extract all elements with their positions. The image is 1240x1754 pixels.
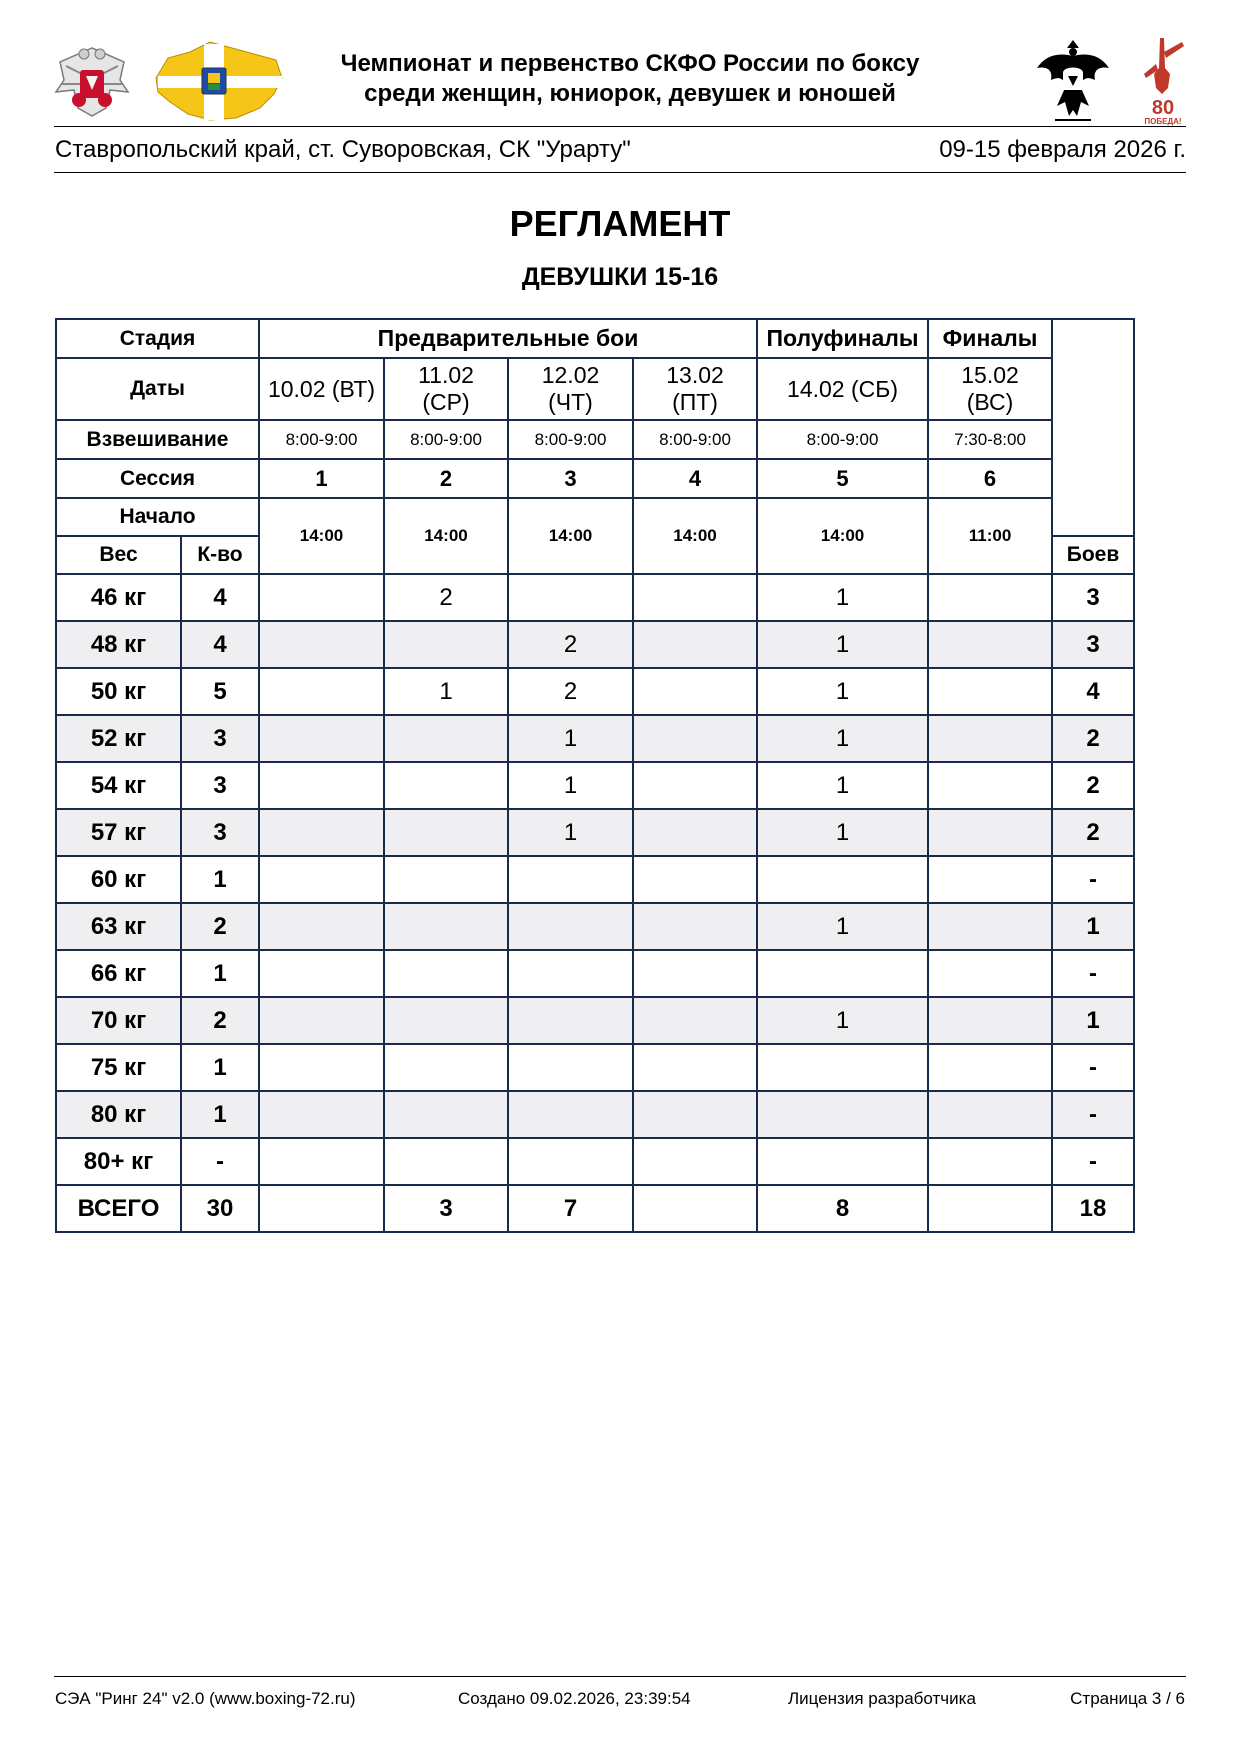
weight-class: 48 кг [56,621,181,668]
header-divider-bottom [54,172,1186,173]
event-dates: 09-15 февраля 2026 г. [939,136,1186,163]
session-4-bouts [633,1044,757,1091]
total-session-3: 7 [508,1185,633,1232]
session-4-bouts [633,762,757,809]
stavropol-krai-map-logo [150,38,286,124]
weight-class: 75 кг [56,1044,181,1091]
row-total-bouts: - [1052,856,1134,903]
total-label: ВСЕГО [56,1185,181,1232]
table-row [56,574,1134,621]
session-6-bouts [928,809,1052,856]
session-4-bouts [633,809,757,856]
stage-row [56,319,1134,358]
session-2-bouts [384,1044,508,1091]
date-day-1: 10.02 (ВТ) [259,358,384,420]
dates-row [56,358,1134,420]
weight-class: 66 кг [56,950,181,997]
date-day-4: 13.02 (ПТ) [633,358,757,420]
session-6-bouts [928,574,1052,621]
session-3-bouts: 1 [508,715,633,762]
victory-badge-number: 80 [1151,97,1175,119]
session-4-bouts [633,856,757,903]
stage-semifinals: Полуфиналы [757,319,928,358]
session-6-bouts [928,1091,1052,1138]
session-4-bouts [633,621,757,668]
total-bouts: 18 [1052,1185,1134,1232]
weight-class: 50 кг [56,668,181,715]
footer-license: Лицензия разработчика [788,1689,976,1708]
table-row [56,997,1134,1044]
session-6-bouts [928,1044,1052,1091]
participant-count: 2 [181,903,259,950]
session-6-bouts [928,668,1052,715]
total-session-4 [633,1185,757,1232]
participant-count: 3 [181,809,259,856]
row-total-bouts: 1 [1052,997,1134,1044]
weighing-day-1: 8:00-9:00 [259,420,384,459]
total-session-1 [259,1185,384,1232]
session-5-bouts [757,1138,928,1185]
date-day-2: 11.02 (СР) [384,358,508,420]
session-1-bouts [259,1044,384,1091]
session-1-bouts [259,574,384,621]
row-total-bouts: - [1052,950,1134,997]
session-1-bouts [259,668,384,715]
session-5-bouts: 1 [757,809,928,856]
participant-count: 3 [181,762,259,809]
session-day-5: 5 [757,459,928,498]
table-row [56,809,1134,856]
footer-created: Создано 09.02.2026, 23:39:54 [458,1689,691,1708]
table-row [56,715,1134,762]
row-total-bouts: 2 [1052,715,1134,762]
session-2-bouts [384,1138,508,1185]
weighing-day-2: 8:00-9:00 [384,420,508,459]
session-day-2: 2 [384,459,508,498]
bouts-header-spacer [1052,319,1134,536]
championship-title-line-2: среди женщин, юниорок, девушек и юношей [364,80,896,107]
session-1-bouts [259,621,384,668]
date-day-5: 14.02 (СБ) [757,358,928,420]
session-2-bouts: 2 [384,574,508,621]
mvd-eagle-logo [1035,36,1111,126]
victory-80-logo [1138,34,1188,126]
session-5-bouts: 1 [757,715,928,762]
session-row [56,459,1134,498]
bouts-header: Боев [1052,536,1134,574]
table-row [56,1044,1134,1091]
total-row [56,1185,1134,1232]
table-row [56,762,1134,809]
session-3-bouts [508,1044,633,1091]
session-day-6: 6 [928,459,1052,498]
session-day-3: 3 [508,459,633,498]
weight-class: 80 кг [56,1091,181,1138]
session-3-bouts [508,903,633,950]
start-day-2: 14:00 [384,498,508,574]
session-5-bouts [757,950,928,997]
session-6-bouts [928,997,1052,1044]
session-5-bouts: 1 [757,574,928,621]
total-session-2: 3 [384,1185,508,1232]
total-session-5: 8 [757,1185,928,1232]
weighing-day-4: 8:00-9:00 [633,420,757,459]
session-2-bouts [384,1091,508,1138]
row-total-bouts: 2 [1052,809,1134,856]
session-3-bouts [508,1138,633,1185]
row-total-bouts: 3 [1052,621,1134,668]
row-total-bouts: - [1052,1044,1134,1091]
footer-page-number: Страница 3 / 6 [1070,1689,1185,1708]
total-session-6 [928,1185,1052,1232]
weight-class: 70 кг [56,997,181,1044]
weight-rows [56,574,1134,1185]
session-6-bouts [928,856,1052,903]
start-day-3: 14:00 [508,498,633,574]
table-row [56,950,1134,997]
boxing-federation-eagle-logo [52,40,132,120]
session-5-bouts: 1 [757,762,928,809]
start-label: Начало [56,498,259,536]
date-day-6: 15.02 (ВС) [928,358,1052,420]
start-row [56,498,1134,536]
session-1-bouts [259,856,384,903]
session-4-bouts [633,668,757,715]
session-2-bouts [384,762,508,809]
participant-count: - [181,1138,259,1185]
session-2-bouts [384,621,508,668]
row-total-bouts: 1 [1052,903,1134,950]
victory-badge-text: ПОБЕДА! [1144,117,1182,126]
session-3-bouts [508,997,633,1044]
session-6-bouts [928,950,1052,997]
start-day-6: 11:00 [928,498,1052,574]
session-5-bouts: 1 [757,997,928,1044]
session-2-bouts [384,809,508,856]
session-day-4: 4 [633,459,757,498]
session-6-bouts [928,715,1052,762]
row-total-bouts: 3 [1052,574,1134,621]
weighing-label: Взвешивание [56,420,259,459]
session-day-1: 1 [259,459,384,498]
participant-count: 2 [181,997,259,1044]
session-1-bouts [259,762,384,809]
participant-count: 4 [181,621,259,668]
table-row [56,1138,1134,1185]
footer-app-info: СЭА "Ринг 24" v2.0 (www.boxing-72.ru) [55,1689,356,1708]
championship-title-line-1: Чемпионат и первенство СКФО России по боксу [340,50,920,77]
session-4-bouts [633,950,757,997]
session-2-bouts [384,950,508,997]
session-label: Сессия [56,459,259,498]
date-day-3: 12.02 (ЧТ) [508,358,633,420]
footer-divider [54,1676,1186,1677]
weight-class: 60 кг [56,856,181,903]
session-5-bouts: 1 [757,621,928,668]
row-total-bouts: - [1052,1138,1134,1185]
row-total-bouts: - [1052,1091,1134,1138]
session-6-bouts [928,621,1052,668]
session-3-bouts [508,856,633,903]
weight-class: 80+ кг [56,1138,181,1185]
session-4-bouts [633,1091,757,1138]
weight-header: Вес [56,536,181,574]
venue: Ставропольский край, ст. Суворовская, СК "Урарту" [55,136,631,163]
participant-count: 1 [181,1091,259,1138]
table-row [56,856,1134,903]
session-2-bouts [384,903,508,950]
weight-class: 46 кг [56,574,181,621]
header-divider-top [54,126,1186,127]
session-3-bouts: 2 [508,668,633,715]
schedule-table [55,318,1135,1233]
session-4-bouts [633,715,757,762]
session-6-bouts [928,1138,1052,1185]
session-6-bouts [928,903,1052,950]
session-3-bouts: 1 [508,762,633,809]
session-1-bouts [259,1091,384,1138]
session-1-bouts [259,997,384,1044]
session-2-bouts: 1 [384,668,508,715]
table-row [56,903,1134,950]
session-2-bouts [384,856,508,903]
championship-title [290,49,970,109]
weighing-day-3: 8:00-9:00 [508,420,633,459]
count-header: К-во [181,536,259,574]
session-3-bouts [508,1091,633,1138]
total-count: 30 [181,1185,259,1232]
session-5-bouts [757,856,928,903]
weight-class: 63 кг [56,903,181,950]
session-3-bouts [508,574,633,621]
session-1-bouts [259,1138,384,1185]
table-row [56,1091,1134,1138]
session-3-bouts: 1 [508,809,633,856]
dates-label: Даты [56,358,259,420]
session-5-bouts [757,1044,928,1091]
start-day-5: 14:00 [757,498,928,574]
session-5-bouts: 1 [757,668,928,715]
session-4-bouts [633,997,757,1044]
row-total-bouts: 2 [1052,762,1134,809]
participant-count: 5 [181,668,259,715]
weight-class: 57 кг [56,809,181,856]
participant-count: 1 [181,950,259,997]
session-1-bouts [259,950,384,997]
stage-label: Стадия [56,319,259,358]
participant-count: 4 [181,574,259,621]
weighing-day-5: 8:00-9:00 [757,420,928,459]
stage-finals: Финалы [928,319,1052,358]
session-2-bouts [384,997,508,1044]
session-5-bouts [757,1091,928,1138]
session-4-bouts [633,1138,757,1185]
row-total-bouts: 4 [1052,668,1134,715]
session-3-bouts [508,950,633,997]
document-subtitle: ДЕВУШКИ 15-16 [521,263,719,291]
participant-count: 1 [181,856,259,903]
weight-class: 52 кг [56,715,181,762]
stage-preliminary: Предварительные бои [259,319,757,358]
session-3-bouts: 2 [508,621,633,668]
start-day-1: 14:00 [259,498,384,574]
session-5-bouts: 1 [757,903,928,950]
weighing-day-6: 7:30-8:00 [928,420,1052,459]
participant-count: 3 [181,715,259,762]
table-row [56,668,1134,715]
session-4-bouts [633,903,757,950]
participant-count: 1 [181,1044,259,1091]
session-1-bouts [259,715,384,762]
session-6-bouts [928,762,1052,809]
session-4-bouts [633,574,757,621]
weight-class: 54 кг [56,762,181,809]
session-2-bouts [384,715,508,762]
document-title: РЕГЛАМЕНТ [509,203,731,244]
start-day-4: 14:00 [633,498,757,574]
session-1-bouts [259,809,384,856]
weighing-row [56,420,1134,459]
table-row [56,621,1134,668]
session-1-bouts [259,903,384,950]
